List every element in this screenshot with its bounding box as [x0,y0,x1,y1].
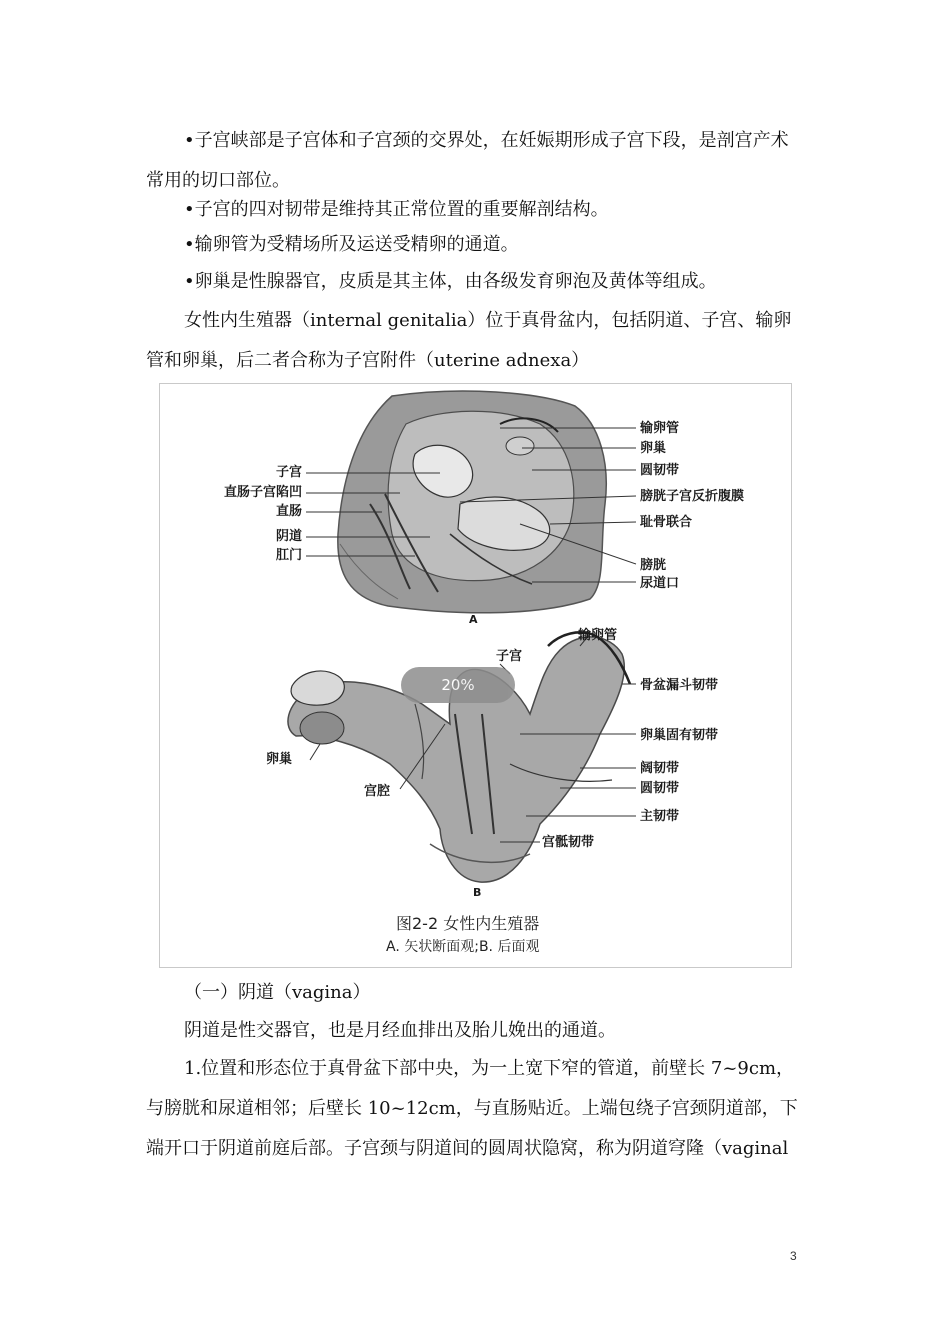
panel-a-letter: A [469,613,478,626]
paragraph-ovary: •卵巢是性腺器官，皮质是其主体，由各级发育卵泡及黄体等组成。 [184,271,717,292]
page-number: 3 [790,1249,797,1263]
label-uterosacral-ligament: 宫骶韧带 [542,835,595,850]
label-ovary-b: 卵巢 [266,752,293,767]
label-bladder: 膀胱 [640,558,667,573]
label-urethral-orifice: 尿道口 [640,576,680,591]
label-broad-ligament: 阔韧带 [640,761,680,776]
figure-caption-subtitle: A. 矢状断面观;B. 后面观 [386,939,540,955]
label-uterus-b: 子宫 [496,649,523,664]
section-heading-vagina: （一）阴道（vagina） [184,982,371,1003]
sagittal-view-drawing [306,391,636,613]
label-anus: 肛门 [275,548,302,563]
figure-caption-title: 图2-2 女性内生殖器 [396,914,540,933]
label-vagina: 阴道 [275,529,302,544]
label-vesicouterine-peritoneum: 膀胱子宫反折腹膜 [640,489,745,504]
label-cardinal-ligament: 主韧带 [640,809,680,824]
label-rectouterine-pouch: 直肠子宫陷凹 [223,485,302,500]
paragraph-uterine-isthmus: •子宫峡部是子宫体和子宫颈的交界处，在妊娠期形成子宫下段，是剖宫产术常用的切口部位。 [146,130,789,191]
label-fallopian-tube-a: 输卵管 [640,421,680,436]
paragraph-ligaments: •子宫的四对韧带是维持其正常位置的重要解剖结构。 [184,199,609,220]
panel-b-letter: B [473,886,482,899]
paragraph-vagina-position: 1.位置和形态位于真骨盆下部中央，为一上宽下窄的管道，前壁长 7~9cm，与膀胱和尿道相邻；后壁长 10~12cm，与直肠贴近。上端包绕子宫颈阴道部，下端开口于阴道前庭后部。子宫颈与阴道间的圆周状隐窝，称为阴道穹隆（vaginal [146,1058,798,1159]
paragraph-vagina-function: 阴道是性交器官，也是月经血排出及胎儿娩出的通道。 [184,1020,616,1041]
zoom-indicator: 20% [401,667,515,703]
label-uterine-cavity: 宫腔 [364,784,391,799]
label-round-ligament-b: 圆韧带 [640,781,680,796]
anatomy-figure [159,383,792,968]
label-ovary-a: 卵巢 [640,441,667,456]
label-ovarian-ligament: 卵巢固有韧带 [640,728,719,743]
label-fallopian-tube-b: 输卵管 [578,628,618,643]
label-round-ligament-a: 圆韧带 [640,463,680,478]
label-infundibulopelvic-ligament: 骨盆漏斗韧带 [640,678,719,693]
label-pubic-symphysis: 耻骨联合 [640,515,693,530]
label-uterus-a: 子宫 [275,465,302,480]
paragraph-fallopian-tube: •输卵管为受精场所及运送受精卵的通道。 [184,234,519,255]
label-rectum: 直肠 [275,504,302,519]
paragraph-internal-genitalia: 女性内生殖器（internal genitalia）位于真骨盆内，包括阴道、子宫、输卵管和卵巢，后二者合称为子宫附件（uterine adnexa） [146,310,792,371]
